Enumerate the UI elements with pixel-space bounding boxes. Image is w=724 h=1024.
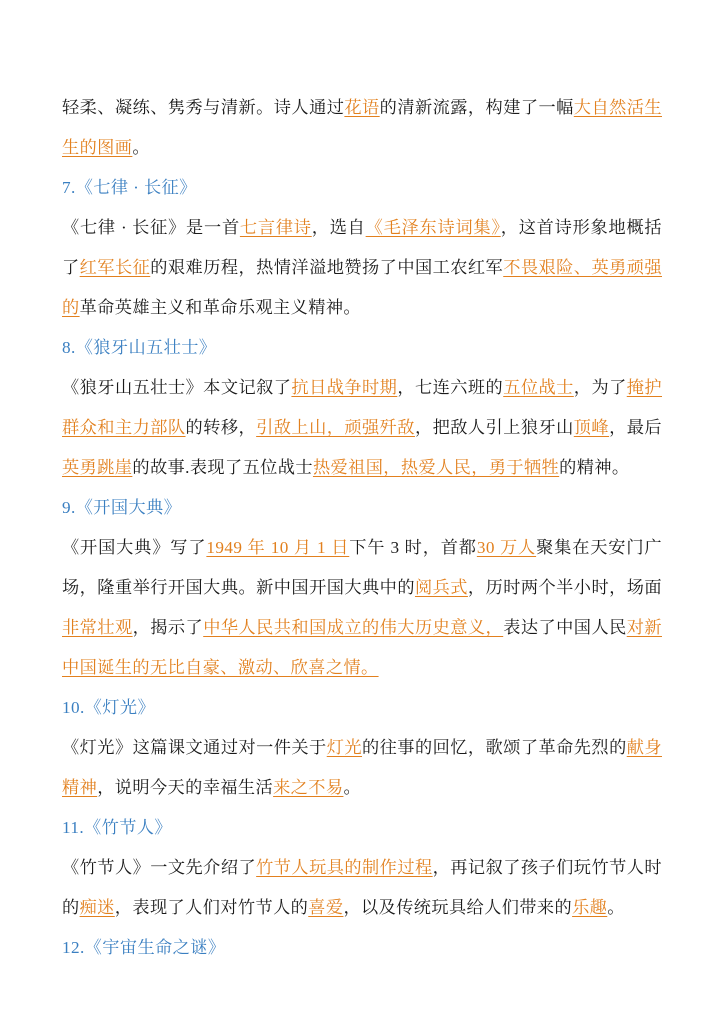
body-text: ，历时两个半小时，场面 bbox=[467, 578, 662, 597]
highlighted-text: 《毛泽东诗词集》 bbox=[365, 218, 501, 237]
highlighted-text: 30 万人 bbox=[476, 538, 537, 557]
body-text: ，说明今天的幸福生活 bbox=[97, 778, 274, 797]
heading-8-langyashan: 8.《狼牙山五壮士》 bbox=[62, 338, 217, 357]
body-text: ，这首诗形象地概括了 bbox=[62, 218, 663, 277]
highlighted-text: 引敌上山，顽强歼敌 bbox=[256, 418, 415, 437]
heading-10-dengguang: 10.《灯光》 bbox=[62, 698, 156, 717]
highlighted-text: 顶峰 bbox=[573, 418, 610, 437]
body-text: 《开国大典》写了 bbox=[62, 538, 207, 557]
paragraph-kaiguodadian bbox=[62, 528, 662, 688]
body-text: ，表现了人们对竹节人的 bbox=[114, 898, 309, 917]
highlighted-text: 五位战士 bbox=[503, 378, 574, 397]
highlighted-text: 英勇跳崖 bbox=[62, 458, 133, 477]
highlighted-text: 灯光 bbox=[326, 738, 363, 757]
body-text: 的艰难历程，热情洋溢地赞扬了中国工农红军 bbox=[150, 258, 504, 277]
body-text: ，揭示了 bbox=[132, 618, 204, 637]
body-text: 《七律 · 长征》是一首 bbox=[62, 218, 240, 237]
paragraph-dengguang bbox=[62, 728, 662, 808]
highlighted-text: 痴迷 bbox=[79, 898, 115, 917]
highlighted-text: 来之不易 bbox=[273, 778, 344, 797]
highlighted-text: 花语 bbox=[344, 98, 380, 117]
body-text: 的故事.表现了五位战士 bbox=[132, 458, 313, 477]
paragraph-langyashan bbox=[62, 368, 662, 488]
highlighted-text: 大自然活生生的图画 bbox=[62, 98, 662, 157]
body-text: ，为了 bbox=[573, 378, 627, 397]
heading-7-qilv-changzheng: 7.《七律 · 长征》 bbox=[62, 178, 197, 197]
highlighted-text: 非常壮观 bbox=[62, 618, 133, 637]
highlighted-text: 阅兵式 bbox=[414, 578, 468, 597]
body-text: ，以及传统玩具给人们带来的 bbox=[343, 898, 573, 917]
heading-11-zhujieren: 11.《竹节人》 bbox=[62, 818, 172, 837]
paragraph-qilv-changzheng bbox=[62, 208, 662, 328]
body-text: 轻柔、凝练、隽秀与清新。诗人通过 bbox=[62, 98, 345, 117]
body-text: 。 bbox=[607, 898, 625, 917]
body-text: ，把敌人引上狼牙山 bbox=[414, 418, 574, 437]
highlighted-text: 红军长征 bbox=[79, 258, 151, 277]
highlighted-text: 1949 年 10 月 1 日 bbox=[206, 538, 350, 557]
highlighted-text: 抗日战争时期 bbox=[291, 378, 398, 397]
highlighted-text: 不畏艰险、英勇顽强的 bbox=[62, 258, 662, 317]
body-text: 革命英雄主义和革命乐观主义精神。 bbox=[79, 298, 361, 317]
body-text: 《狼牙山五壮士》本文记叙了 bbox=[62, 378, 292, 397]
body-text: 聚集在天安门广场，隆重举行开国大典。新中国开国大典中的 bbox=[62, 538, 662, 597]
body-text: 表达了中国人民 bbox=[503, 618, 627, 637]
highlighted-text: 掩护群众和主力部队 bbox=[62, 378, 662, 437]
body-text: 《灯光》这篇课文通过对一件关于 bbox=[62, 738, 327, 757]
highlighted-text: 乐趣 bbox=[572, 898, 608, 917]
paragraph-flower-language bbox=[62, 88, 662, 168]
body-text: ，最后 bbox=[609, 418, 662, 437]
highlighted-text: 喜爱 bbox=[308, 898, 344, 917]
heading-9-kaiguodadian: 9.《开国大典》 bbox=[62, 498, 182, 517]
document-body bbox=[62, 88, 662, 968]
body-text: ，七连六班的 bbox=[397, 378, 504, 397]
body-text: 。 bbox=[343, 778, 362, 797]
body-text: ，再记叙了孩子们玩竹节人时的 bbox=[62, 858, 662, 917]
body-text: 《竹节人》一文先介绍了 bbox=[62, 858, 257, 877]
paragraph-zhujieren bbox=[62, 848, 662, 928]
highlighted-text: 竹节人玩具的制作过程 bbox=[256, 858, 433, 877]
body-text: 的转移， bbox=[185, 418, 257, 437]
highlighted-text: 七言律诗 bbox=[239, 218, 312, 237]
body-text: 下午 3 时，首都 bbox=[349, 538, 477, 557]
body-text: 的清新流露，构建了一幅 bbox=[379, 98, 574, 117]
highlighted-text: 中华人民共和国成立的伟大历史意义， bbox=[203, 618, 504, 637]
highlighted-text: 献身精神 bbox=[62, 738, 662, 797]
body-text: 的精神。 bbox=[559, 458, 630, 477]
highlighted-text: 对新中国诞生的无比自豪、激动、欣喜之情。 bbox=[62, 618, 662, 677]
heading-12-yuzhoushengming: 12.《宇宙生命之谜》 bbox=[62, 938, 226, 957]
body-text: 。 bbox=[132, 138, 150, 157]
body-text: 的往事的回忆，歌颂了革命先烈的 bbox=[362, 738, 627, 757]
highlighted-text: 热爱祖国，热爱人民，勇于牺牲 bbox=[312, 458, 560, 477]
body-text: ，选自 bbox=[311, 218, 366, 237]
